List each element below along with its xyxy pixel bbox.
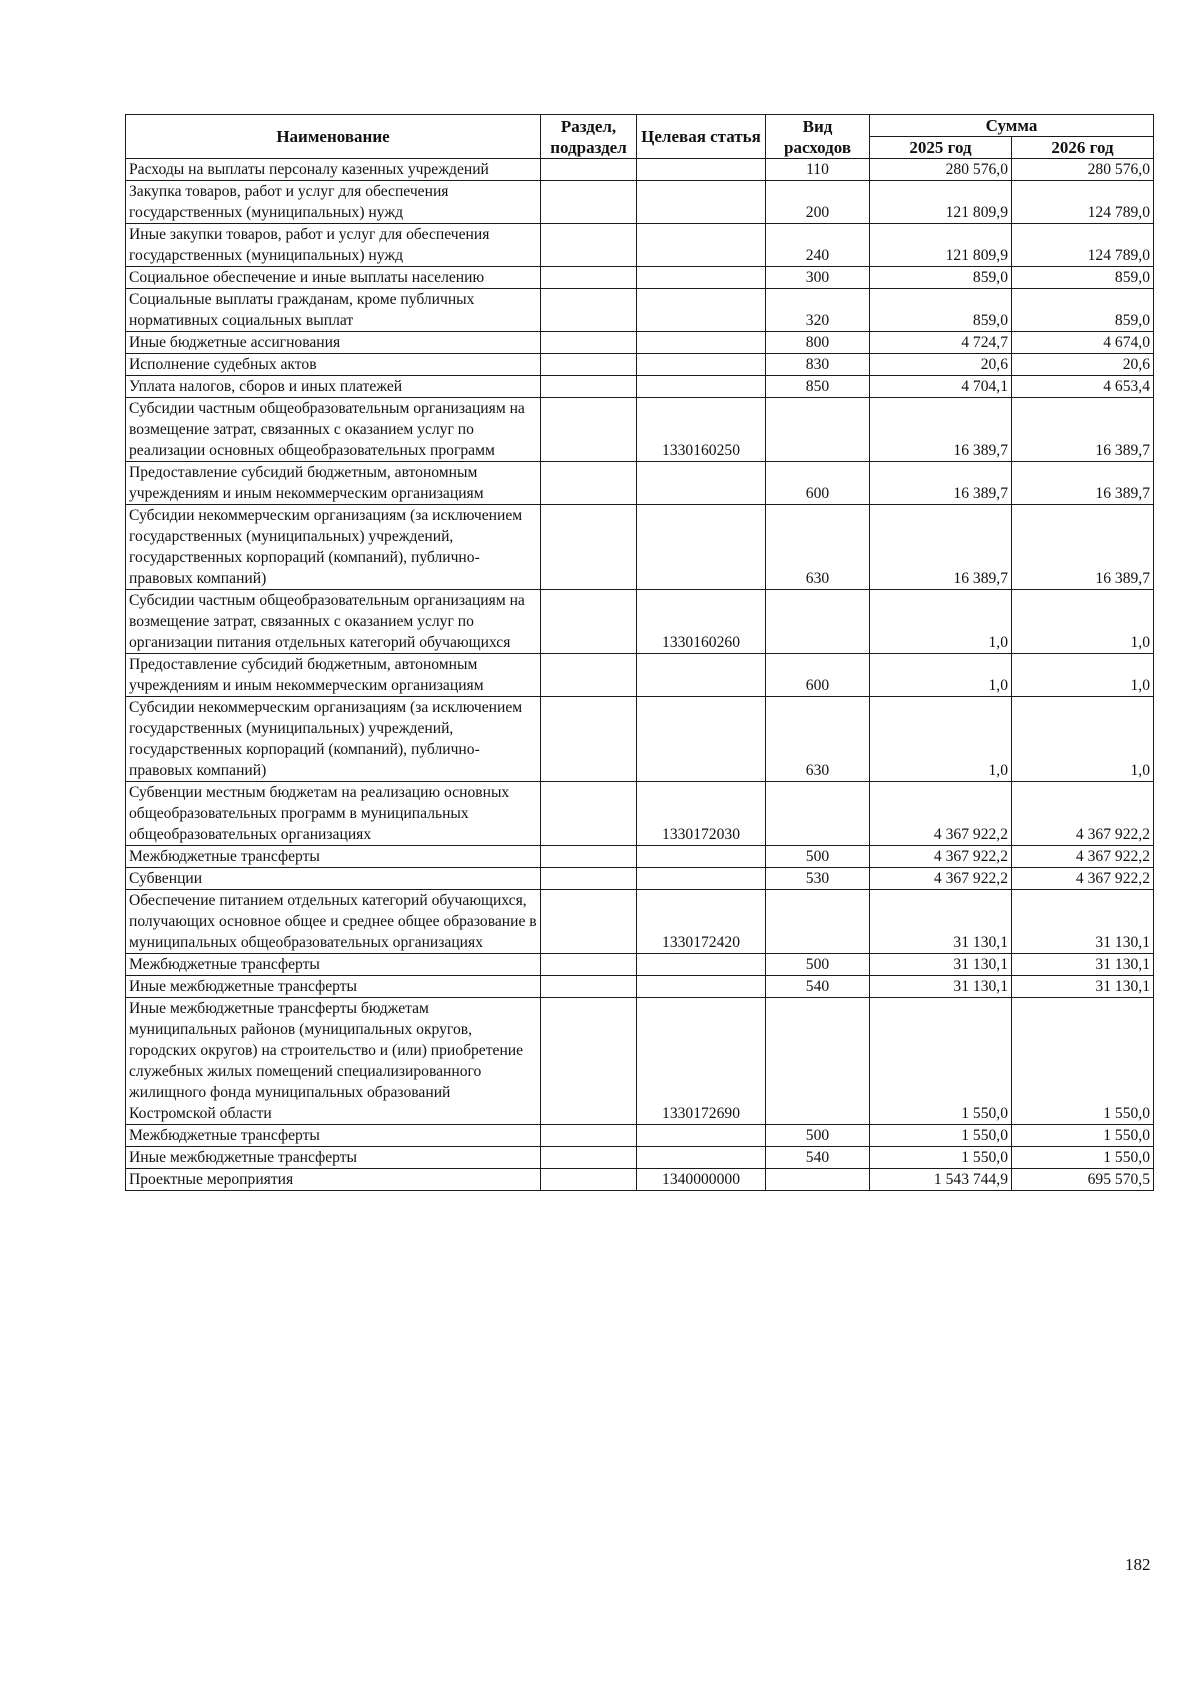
cell-amount-2026: 859,0 bbox=[1012, 289, 1154, 332]
cell-section bbox=[541, 332, 637, 354]
cell-section bbox=[541, 224, 637, 267]
header-year-2025: 2025 год bbox=[870, 137, 1012, 159]
cell-amount-2026: 4 367 922,2 bbox=[1012, 868, 1154, 890]
cell-section bbox=[541, 1147, 637, 1169]
cell-amount-2025: 16 389,7 bbox=[870, 398, 1012, 462]
cell-amount-2025: 4 367 922,2 bbox=[870, 846, 1012, 868]
cell-amount-2026: 31 130,1 bbox=[1012, 976, 1154, 998]
cell-amount-2026: 31 130,1 bbox=[1012, 954, 1154, 976]
cell-name: Субвенции местным бюджетам на реализацию основных общеобразовательных программ в муниципальных общеобразовательных организациях bbox=[126, 782, 541, 846]
table-row bbox=[126, 846, 1154, 868]
table-row bbox=[126, 505, 1154, 590]
table-row bbox=[126, 181, 1154, 224]
cell-type bbox=[766, 890, 870, 954]
cell-amount-2026: 695 570,5 bbox=[1012, 1169, 1154, 1191]
table-row bbox=[126, 376, 1154, 398]
cell-amount-2025: 121 809,9 bbox=[870, 224, 1012, 267]
cell-section bbox=[541, 868, 637, 890]
header-section: Раздел, подраздел bbox=[541, 115, 637, 159]
cell-name: Предоставление субсидий бюджетным, автономным учреждениям и иным некоммерческим организациям bbox=[126, 462, 541, 505]
cell-target bbox=[637, 376, 766, 398]
cell-type: 850 bbox=[766, 376, 870, 398]
cell-section bbox=[541, 159, 637, 181]
cell-target bbox=[637, 654, 766, 697]
cell-name: Социальные выплаты гражданам, кроме публичных нормативных социальных выплат bbox=[126, 289, 541, 332]
cell-section bbox=[541, 1169, 637, 1191]
cell-amount-2026: 4 367 922,2 bbox=[1012, 782, 1154, 846]
cell-section bbox=[541, 289, 637, 332]
cell-amount-2025: 1,0 bbox=[870, 697, 1012, 782]
cell-amount-2026: 1 550,0 bbox=[1012, 1125, 1154, 1147]
cell-section bbox=[541, 654, 637, 697]
cell-target bbox=[637, 289, 766, 332]
cell-type: 320 bbox=[766, 289, 870, 332]
cell-type bbox=[766, 1169, 870, 1191]
cell-target bbox=[637, 224, 766, 267]
cell-type: 540 bbox=[766, 1147, 870, 1169]
table-row bbox=[126, 267, 1154, 289]
cell-amount-2025: 1 550,0 bbox=[870, 1147, 1012, 1169]
cell-amount-2026: 16 389,7 bbox=[1012, 505, 1154, 590]
cell-amount-2025: 4 367 922,2 bbox=[870, 868, 1012, 890]
cell-target bbox=[637, 181, 766, 224]
cell-target bbox=[637, 332, 766, 354]
cell-amount-2025: 1 543 744,9 bbox=[870, 1169, 1012, 1191]
cell-name: Расходы на выплаты персоналу казенных учреждений bbox=[126, 159, 541, 181]
cell-amount-2026: 1,0 bbox=[1012, 654, 1154, 697]
cell-name: Закупка товаров, работ и услуг для обеспечения государственных (муниципальных) нужд bbox=[126, 181, 541, 224]
cell-name: Обеспечение питанием отдельных категорий обучающихся, получающих основное общее и среднее общее образование в муниципальных общеобразовательных организациях bbox=[126, 890, 541, 954]
cell-amount-2026: 4 367 922,2 bbox=[1012, 846, 1154, 868]
table-row bbox=[126, 462, 1154, 505]
cell-name: Иные бюджетные ассигнования bbox=[126, 332, 541, 354]
cell-name: Предоставление субсидий бюджетным, автономным учреждениям и иным некоммерческим организациям bbox=[126, 654, 541, 697]
cell-type: 500 bbox=[766, 1125, 870, 1147]
header-year-2026: 2026 год bbox=[1012, 137, 1154, 159]
cell-target bbox=[637, 868, 766, 890]
cell-amount-2025: 1 550,0 bbox=[870, 1125, 1012, 1147]
table-row bbox=[126, 998, 1154, 1125]
cell-section bbox=[541, 976, 637, 998]
cell-amount-2025: 4 704,1 bbox=[870, 376, 1012, 398]
cell-name: Межбюджетные трансферты bbox=[126, 1125, 541, 1147]
cell-section bbox=[541, 954, 637, 976]
cell-amount-2025: 20,6 bbox=[870, 354, 1012, 376]
cell-section bbox=[541, 846, 637, 868]
cell-amount-2025: 859,0 bbox=[870, 289, 1012, 332]
cell-type: 600 bbox=[766, 654, 870, 697]
cell-target bbox=[637, 1125, 766, 1147]
cell-amount-2025: 1 550,0 bbox=[870, 998, 1012, 1125]
cell-name: Субвенции bbox=[126, 868, 541, 890]
table-row bbox=[126, 398, 1154, 462]
table-row bbox=[126, 159, 1154, 181]
cell-type bbox=[766, 398, 870, 462]
cell-target: 1330172030 bbox=[637, 782, 766, 846]
cell-target: 1330172690 bbox=[637, 998, 766, 1125]
cell-amount-2026: 1 550,0 bbox=[1012, 1147, 1154, 1169]
cell-target bbox=[637, 1147, 766, 1169]
cell-type bbox=[766, 998, 870, 1125]
cell-name: Субсидии частным общеобразовательным организациям на возмещение затрат, связанных с оказанием услуг по реализации основных общеобразовательных программ bbox=[126, 398, 541, 462]
header-target: Целевая статья bbox=[637, 115, 766, 159]
cell-type: 630 bbox=[766, 697, 870, 782]
cell-section bbox=[541, 376, 637, 398]
cell-section bbox=[541, 181, 637, 224]
cell-target: 1340000000 bbox=[637, 1169, 766, 1191]
table-row bbox=[126, 332, 1154, 354]
table-row bbox=[126, 654, 1154, 697]
cell-amount-2026: 4 674,0 bbox=[1012, 332, 1154, 354]
cell-amount-2026: 124 789,0 bbox=[1012, 224, 1154, 267]
table-row bbox=[126, 354, 1154, 376]
cell-type: 240 bbox=[766, 224, 870, 267]
cell-name: Исполнение судебных актов bbox=[126, 354, 541, 376]
table-row bbox=[126, 590, 1154, 654]
table-row bbox=[126, 890, 1154, 954]
cell-target bbox=[637, 976, 766, 998]
page-number: 182 bbox=[1125, 1555, 1151, 1574]
cell-name: Социальное обеспечение и иные выплаты населению bbox=[126, 267, 541, 289]
cell-target bbox=[637, 159, 766, 181]
cell-target bbox=[637, 462, 766, 505]
cell-target bbox=[637, 354, 766, 376]
cell-section bbox=[541, 697, 637, 782]
table-row bbox=[126, 224, 1154, 267]
table-row bbox=[126, 976, 1154, 998]
table-row bbox=[126, 954, 1154, 976]
cell-target bbox=[637, 267, 766, 289]
budget-table bbox=[125, 114, 1154, 1191]
cell-section bbox=[541, 462, 637, 505]
cell-type: 500 bbox=[766, 954, 870, 976]
cell-section bbox=[541, 590, 637, 654]
table-row bbox=[126, 782, 1154, 846]
cell-type: 630 bbox=[766, 505, 870, 590]
cell-amount-2026: 16 389,7 bbox=[1012, 462, 1154, 505]
cell-amount-2026: 859,0 bbox=[1012, 267, 1154, 289]
table-row bbox=[126, 1147, 1154, 1169]
cell-section bbox=[541, 998, 637, 1125]
cell-type: 600 bbox=[766, 462, 870, 505]
cell-section bbox=[541, 1125, 637, 1147]
cell-amount-2025: 121 809,9 bbox=[870, 181, 1012, 224]
cell-name: Межбюджетные трансферты bbox=[126, 954, 541, 976]
header-sum: Сумма bbox=[870, 115, 1154, 137]
cell-type: 540 bbox=[766, 976, 870, 998]
cell-name: Субсидии частным общеобразовательным организациям на возмещение затрат, связанных с оказанием услуг по организации питания отдельных категорий обучающихся bbox=[126, 590, 541, 654]
cell-target bbox=[637, 697, 766, 782]
table-header bbox=[126, 115, 1154, 159]
cell-name: Иные межбюджетные трансферты bbox=[126, 1147, 541, 1169]
header-row-top bbox=[126, 115, 1154, 137]
table-row bbox=[126, 1169, 1154, 1191]
cell-amount-2026: 4 653,4 bbox=[1012, 376, 1154, 398]
cell-name: Межбюджетные трансферты bbox=[126, 846, 541, 868]
cell-name: Субсидии некоммерческим организациям (за исключением государственных (муниципальных) учреждений, государственных корпораций (компаний), публично-правовых компаний) bbox=[126, 697, 541, 782]
cell-name: Субсидии некоммерческим организациям (за исключением государственных (муниципальных) учреждений, государственных корпораций (компаний), публично-правовых компаний) bbox=[126, 505, 541, 590]
cell-amount-2025: 4 367 922,2 bbox=[870, 782, 1012, 846]
budget-table-sheet bbox=[125, 114, 1153, 1191]
cell-name: Иные закупки товаров, работ и услуг для обеспечения государственных (муниципальных) нужд bbox=[126, 224, 541, 267]
cell-type: 530 bbox=[766, 868, 870, 890]
cell-target: 1330160250 bbox=[637, 398, 766, 462]
cell-amount-2025: 4 724,7 bbox=[870, 332, 1012, 354]
cell-target: 1330172420 bbox=[637, 890, 766, 954]
cell-type: 830 bbox=[766, 354, 870, 376]
table-body bbox=[126, 159, 1154, 1191]
cell-amount-2026: 16 389,7 bbox=[1012, 398, 1154, 462]
cell-section bbox=[541, 782, 637, 846]
cell-name: Уплата налогов, сборов и иных платежей bbox=[126, 376, 541, 398]
cell-target: 1330160260 bbox=[637, 590, 766, 654]
cell-amount-2026: 31 130,1 bbox=[1012, 890, 1154, 954]
cell-amount-2025: 280 576,0 bbox=[870, 159, 1012, 181]
cell-amount-2025: 31 130,1 bbox=[870, 954, 1012, 976]
cell-type: 800 bbox=[766, 332, 870, 354]
cell-section bbox=[541, 398, 637, 462]
cell-amount-2025: 16 389,7 bbox=[870, 505, 1012, 590]
cell-target bbox=[637, 954, 766, 976]
cell-section bbox=[541, 505, 637, 590]
table-row bbox=[126, 697, 1154, 782]
table-row bbox=[126, 289, 1154, 332]
cell-name: Иные межбюджетные трансферты бюджетам муниципальных районов (муниципальных округов, городских округов) на строительство и (или) приобретение служебных жилых помещений специализированного жилищного фонда муниципальных образований Костромской области bbox=[126, 998, 541, 1125]
cell-section bbox=[541, 890, 637, 954]
cell-type: 200 bbox=[766, 181, 870, 224]
cell-amount-2025: 31 130,1 bbox=[870, 890, 1012, 954]
cell-type: 500 bbox=[766, 846, 870, 868]
cell-amount-2026: 124 789,0 bbox=[1012, 181, 1154, 224]
header-type: Вид расходов bbox=[766, 115, 870, 159]
table-row bbox=[126, 868, 1154, 890]
cell-amount-2026: 280 576,0 bbox=[1012, 159, 1154, 181]
cell-type bbox=[766, 590, 870, 654]
cell-amount-2025: 1,0 bbox=[870, 590, 1012, 654]
cell-amount-2026: 1 550,0 bbox=[1012, 998, 1154, 1125]
table-row bbox=[126, 1125, 1154, 1147]
cell-section bbox=[541, 354, 637, 376]
header-name: Наименование bbox=[126, 115, 541, 159]
cell-amount-2025: 859,0 bbox=[870, 267, 1012, 289]
cell-type bbox=[766, 782, 870, 846]
cell-name: Проектные мероприятия bbox=[126, 1169, 541, 1191]
cell-name: Иные межбюджетные трансферты bbox=[126, 976, 541, 998]
cell-amount-2026: 1,0 bbox=[1012, 590, 1154, 654]
cell-target bbox=[637, 846, 766, 868]
cell-amount-2026: 20,6 bbox=[1012, 354, 1154, 376]
cell-amount-2025: 16 389,7 bbox=[870, 462, 1012, 505]
cell-type: 300 bbox=[766, 267, 870, 289]
cell-section bbox=[541, 267, 637, 289]
cell-amount-2025: 31 130,1 bbox=[870, 976, 1012, 998]
cell-type: 110 bbox=[766, 159, 870, 181]
cell-amount-2026: 1,0 bbox=[1012, 697, 1154, 782]
cell-target bbox=[637, 505, 766, 590]
cell-amount-2025: 1,0 bbox=[870, 654, 1012, 697]
